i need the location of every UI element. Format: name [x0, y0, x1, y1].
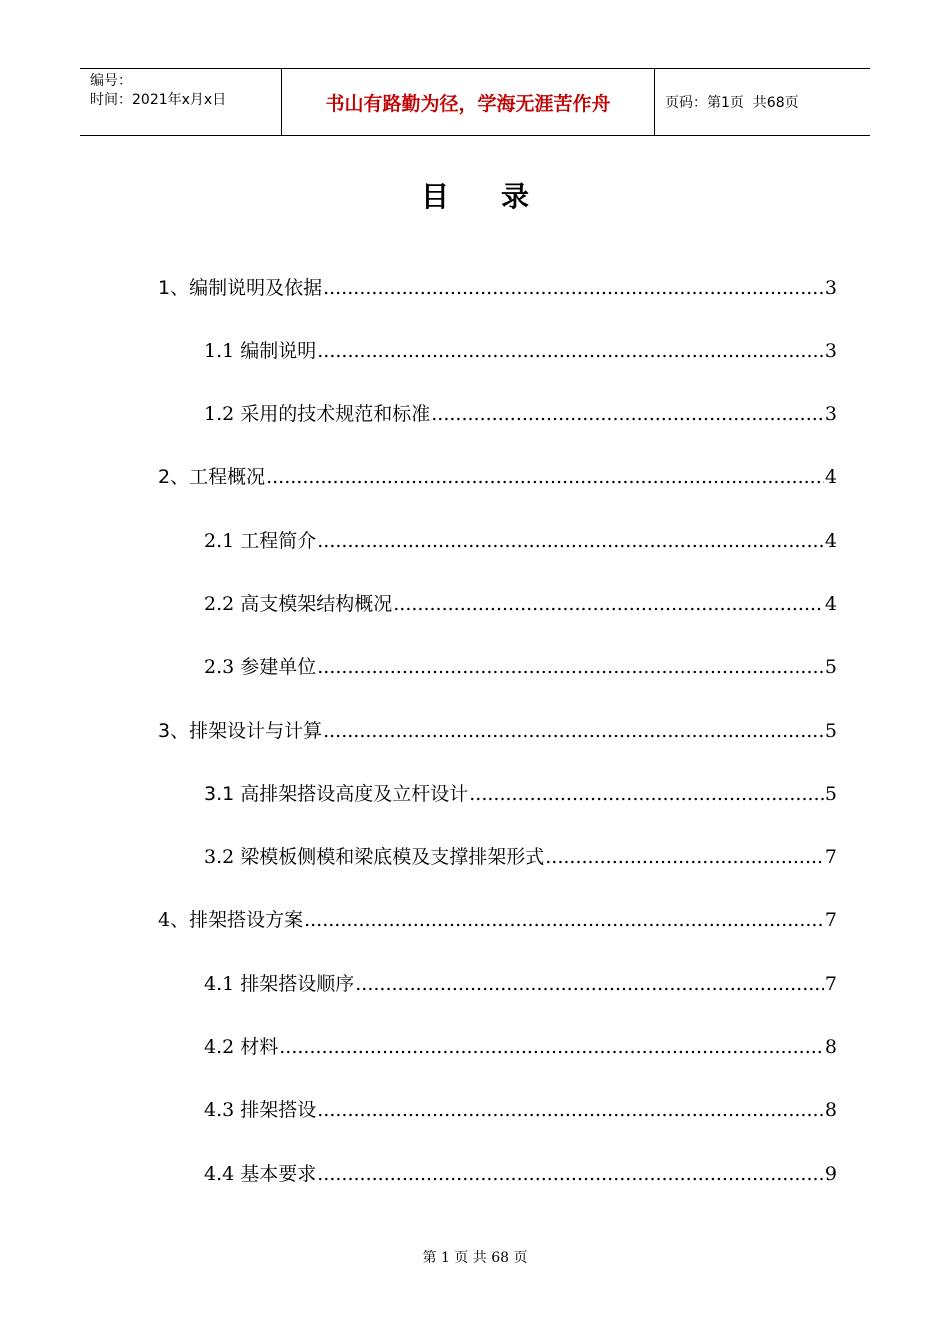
toc-leader-dots — [317, 337, 824, 365]
toc-entry[interactable] — [158, 274, 837, 302]
toc-leader-dots — [317, 1096, 824, 1124]
page-header — [80, 68, 870, 136]
toc-entry-page: 5 — [824, 720, 837, 742]
header-page-info: 页码：第1页 共68页 — [665, 95, 799, 111]
toc-leader-dots — [279, 1033, 824, 1061]
toc-entry-label: 4.2 材料 — [204, 1036, 279, 1058]
toc-entry-page: 7 — [824, 846, 837, 868]
toc-entry[interactable] — [204, 527, 837, 555]
toc-entry-label: 2.1 工程简介 — [204, 530, 317, 552]
toc-entry[interactable] — [158, 463, 837, 491]
toc-leader-dots — [545, 843, 824, 871]
toc-entry-page: 3 — [824, 277, 837, 299]
toc-entry[interactable] — [204, 780, 837, 808]
document-number-label: 编号： — [90, 73, 132, 89]
toc-entry[interactable] — [204, 1096, 837, 1124]
toc-leader-dots — [431, 400, 824, 428]
toc-entry[interactable] — [204, 1160, 837, 1188]
toc-entry-page: 9 — [824, 1163, 837, 1185]
toc-entry-label: 1.1 编制说明 — [204, 340, 317, 362]
toc-entry-label: 2、工程概况 — [158, 466, 266, 488]
toc-leader-dots — [323, 717, 824, 745]
toc-entry-label: 3、排架设计与计算 — [158, 720, 323, 742]
toc-entry[interactable] — [204, 653, 837, 681]
toc-entry[interactable] — [204, 970, 837, 998]
toc-entry-page: 7 — [824, 973, 837, 995]
toc-entry[interactable] — [158, 717, 837, 745]
toc-leader-dots — [317, 527, 824, 555]
toc-entry-label: 1.2 采用的技术规范和标准 — [204, 403, 431, 425]
toc-entry-label: 3.1 高排架搭设高度及立杆设计 — [204, 783, 469, 805]
toc-leader-dots — [317, 653, 824, 681]
toc-entry-page: 4 — [824, 530, 837, 552]
toc-entry[interactable] — [158, 906, 837, 934]
toc-entry-page: 3 — [824, 403, 837, 425]
toc-leader-dots — [323, 274, 824, 302]
toc-entry-page: 8 — [824, 1099, 837, 1121]
toc-entry[interactable] — [204, 400, 837, 428]
toc-entry-label: 3.2 梁模板侧模和梁底模及支撑排架形式 — [204, 846, 545, 868]
toc-leader-dots — [355, 970, 824, 998]
toc-leader-dots — [469, 780, 824, 808]
header-motto: 书山有路勤为径，学海无涯苦作舟 — [282, 69, 655, 135]
toc-entry[interactable] — [204, 1033, 837, 1061]
toc-entry-label: 4.4 基本要求 — [204, 1163, 317, 1185]
toc-entry[interactable] — [204, 337, 837, 365]
toc-leader-dots — [266, 463, 824, 491]
header-page-info-cell — [655, 69, 870, 135]
toc-entry-label: 4.1 排架搭设顺序 — [204, 973, 355, 995]
toc-entry-page: 3 — [824, 340, 837, 362]
toc-entry-page: 7 — [824, 909, 837, 931]
toc-title: 目录 — [420, 180, 581, 213]
toc-entry-label: 4、排架搭设方案 — [158, 909, 304, 931]
toc-leader-dots — [317, 1160, 824, 1188]
toc-entry-page: 5 — [824, 783, 837, 805]
toc-entry[interactable] — [204, 843, 837, 871]
toc-entry-label: 2.2 高支模架结构概况 — [204, 593, 393, 615]
toc-entry-page: 4 — [824, 466, 837, 488]
toc-entry-page: 4 — [824, 593, 837, 615]
footer-page-number: 第 1 页 共 68 页 — [422, 1250, 528, 1266]
toc-leader-dots — [304, 906, 824, 934]
toc-entry-page: 5 — [824, 656, 837, 678]
header-meta-cell — [80, 69, 282, 135]
toc-entry-label: 1、编制说明及依据 — [158, 277, 323, 299]
toc-entry-label: 2.3 参建单位 — [204, 656, 317, 678]
toc-entry[interactable] — [204, 590, 837, 618]
toc-entry-label: 4.3 排架搭设 — [204, 1099, 317, 1121]
toc-entry-page: 8 — [824, 1036, 837, 1058]
toc-leader-dots — [393, 590, 824, 618]
page-footer — [0, 1247, 950, 1267]
document-date-label: 时间：2021年x月x日 — [90, 92, 227, 108]
